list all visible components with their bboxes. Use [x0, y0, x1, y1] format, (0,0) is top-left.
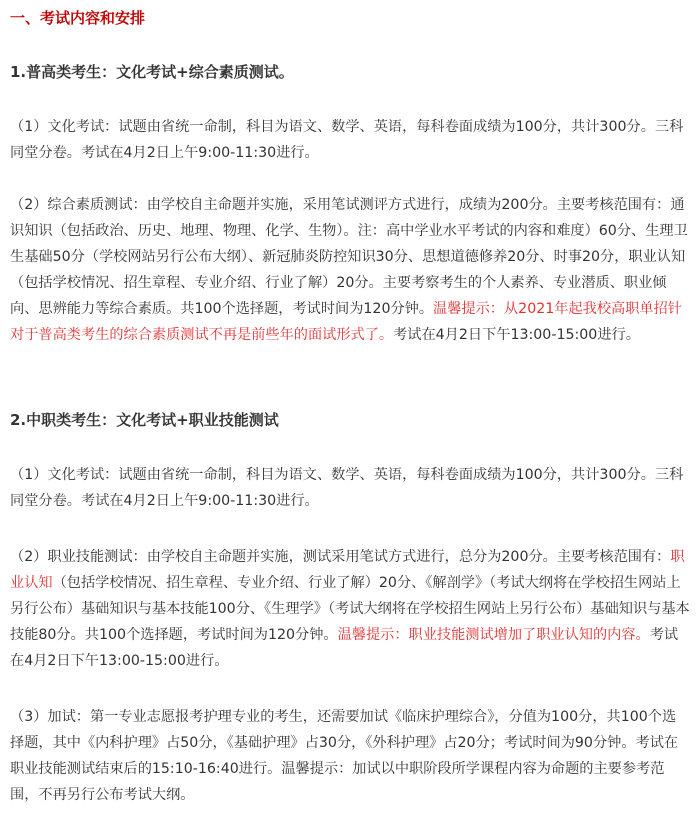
part1-comprehensive-time: 考试在4月2日下午13:00-15:00进行。 — [393, 327, 640, 343]
part2-additional-test-paragraph: （3）加试：第一专业志愿报考护理专业的考生，还需要加试《临床护理综合》，分值为100分，共100个选择题，其中《内科护理》占50分，《基础护理》占30分，《外科护理》占20分；考试时间为90分钟。考试在职业技能测试结束后的15:10-16:40进行。温馨提示：加试以中职阶段所学课程内容为命题的主要参考范围，不再另行公布考试大纲。 — [10, 709, 679, 803]
part2-vocational-time: 考试在4月2日下午13:00-15:00进行。 — [10, 627, 679, 669]
part1-comprehensive-text: （2）综合素质测试：由学校自主命题并实施，采用笔试测评方式进行，成绩为200分。主要考核范围有：通识知识（包括政治、历史、地理、物理、化学、生物）。注：高中学业水平考试的内容和难度）60分、生理卫生基础50分（学校网站另行公布大纲）、新冠肺炎防控知识30分、思想道德修养20分、时事20分，职业认知（包括学校情况、招生章程、专业介绍、行业了解）20分。主要考察考生的个人素养、专业潜质、职业倾向、思辨能力等综合素质。共100个选择题，考试时间为120分钟。 — [10, 197, 688, 317]
part2-career-cognition: 职业认知 — [10, 549, 685, 591]
part1-warm-tip: 温馨提示：从2021年起我校高职单招针对于普高类考生的综合素质测试不再是前些年的面试形式了。 — [10, 301, 682, 343]
part2-culture-exam-paragraph: （1）文化考试：试题由省统一命制，科目为语文、数学、英语，每科卷面成绩为100分，共计300分。三科同堂分卷。考试在4月2日上午9:00-11:30进行。 — [10, 467, 684, 509]
part1-title: 1.普高类考生：文化考试+综合素质测试。 — [10, 63, 294, 81]
part2-vocational-test-paragraph — [10, 544, 690, 674]
part2-title: 2.中职类考生：文化考试+职业技能测试 — [10, 411, 279, 429]
part1-culture-exam-paragraph: （1）文化考试：试题由省统一命制，科目为语文、数学、英语，每科卷面成绩为100分，共计300分。三科同堂分卷。考试在4月2日上午9:00-11:30进行。 — [10, 119, 684, 161]
part2-vocational-text-a: （2）职业技能测试：由学校自主命题并实施，测试采用笔试方式进行，总分为200分。主要考核范围有： — [10, 549, 671, 565]
part2-vocational-text-b: （包括学校情况、招生章程、专业介绍、行业了解）20分、《解剖学》（考试大纲将在学校招生网站上另行公布）基础知识与基本技能100分、《生理学》（考试大纲将在学校招生网站上另行公布）基础知识与基本技能80分。共100个选择题，考试时间为120分钟。 — [10, 575, 690, 643]
part2-warm-tip: 温馨提示：职业技能测试增加了职业认知的内容。 — [337, 627, 650, 643]
section-title: 一、考试内容和安排 — [10, 9, 146, 27]
part1-comprehensive-test-paragraph — [10, 192, 690, 348]
